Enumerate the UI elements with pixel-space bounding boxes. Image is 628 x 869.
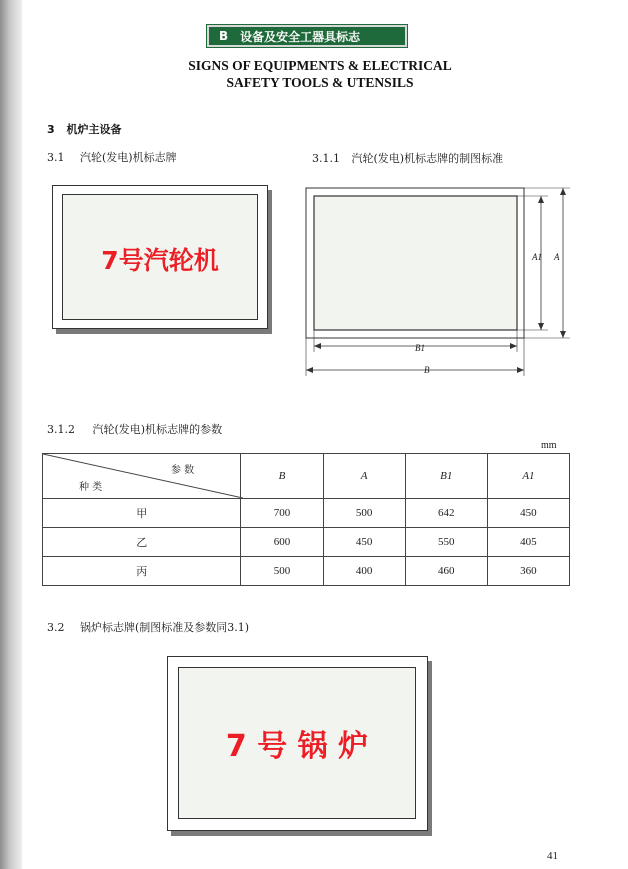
section-3-1-1-number: 3.1.1 [312, 152, 340, 165]
col-header-a: A [323, 454, 405, 499]
cell-b: 700 [241, 499, 323, 528]
table-diagonal-header [43, 454, 241, 499]
section-3-heading [47, 121, 122, 137]
dim-label-b1: B1 [415, 343, 425, 353]
header-params-label: 参 数 [171, 465, 195, 476]
turbine-sign-inner [62, 194, 258, 320]
cell-b1: 460 [405, 557, 487, 586]
dim-a-arrow-bottom [560, 331, 566, 338]
dim-a-arrow-top [560, 188, 566, 195]
section-3-1-number: 3.1 [47, 151, 65, 164]
section-3-2-number: 3.2 [47, 621, 65, 634]
section-3-number: 3 [47, 123, 55, 136]
dim-label-b: B [424, 365, 430, 375]
section-3-1-2-title: 汽轮(发电)机标志牌的参数 [92, 423, 223, 436]
header-kinds-label: 种 类 [79, 482, 103, 493]
banner-text: 设备及安全工器具标志 [240, 29, 361, 44]
section-3-1-heading [47, 149, 177, 165]
dim-label-a1: A1 [532, 252, 542, 262]
parameters-table [42, 453, 570, 586]
cell-a1: 450 [487, 499, 569, 528]
row-kind: 乙 [43, 528, 241, 557]
row-kind: 丙 [43, 557, 241, 586]
col-header-b1: B1 [405, 454, 487, 499]
turbine-sign [52, 185, 268, 329]
section-3-1-2-number: 3.1.2 [47, 423, 75, 436]
section-3-title: 机炉主设备 [66, 123, 122, 136]
section-3-1-1-title: 汽轮(发电)机标志牌的制图标准 [351, 152, 504, 165]
dim-a1-arrow-bottom [538, 323, 544, 330]
dim-b1-arrow-right [510, 343, 517, 349]
section-3-2-heading [47, 619, 249, 635]
section-3-1-2-heading [47, 421, 222, 437]
col-header-b: B [241, 454, 323, 499]
row-kind: 甲 [43, 499, 241, 528]
cell-a: 450 [323, 528, 405, 557]
boiler-sign [167, 656, 428, 831]
cell-b1: 550 [405, 528, 487, 557]
boiler-sign-text: 7 号 锅 炉 [225, 729, 369, 764]
col-header-a1: A1 [487, 454, 569, 499]
turbine-sign-text: 7号汽轮机 [101, 246, 219, 275]
book-spine-shadow [0, 0, 22, 869]
cell-a1: 405 [487, 528, 569, 557]
banner-letter: B [219, 29, 229, 43]
diagram-inner-rect [314, 196, 517, 330]
cell-a: 500 [323, 499, 405, 528]
cell-a: 400 [323, 557, 405, 586]
section-banner [207, 25, 407, 47]
dim-b-arrow-right [517, 367, 524, 373]
english-title-line1: SIGNS OF EQUIPMENTS & ELECTRICAL [188, 58, 452, 73]
cell-a1: 360 [487, 557, 569, 586]
table-header-row [43, 454, 570, 499]
dimension-diagram [300, 180, 590, 380]
dim-label-a: A [554, 252, 560, 262]
cell-b: 500 [241, 557, 323, 586]
dim-b-arrow-left [306, 367, 313, 373]
section-3-2-title: 锅炉标志牌(制图标准及参数同3.1) [80, 621, 250, 634]
table-unit: mm [541, 440, 557, 451]
page-number: 41 [547, 850, 558, 862]
section-3-1-title: 汽轮(发电)机标志牌 [80, 151, 177, 164]
boiler-sign-inner [178, 667, 416, 819]
cell-b: 600 [241, 528, 323, 557]
table-row [43, 499, 570, 528]
dim-a1-arrow-top [538, 196, 544, 203]
diagonal-line [43, 454, 243, 498]
section-3-1-1-heading [312, 150, 503, 166]
table-row [43, 528, 570, 557]
cell-b1: 642 [405, 499, 487, 528]
english-title-line2: SAFETY TOOLS & UTENSILS [226, 75, 414, 90]
table-row [43, 557, 570, 586]
dim-b1-arrow-left [314, 343, 321, 349]
